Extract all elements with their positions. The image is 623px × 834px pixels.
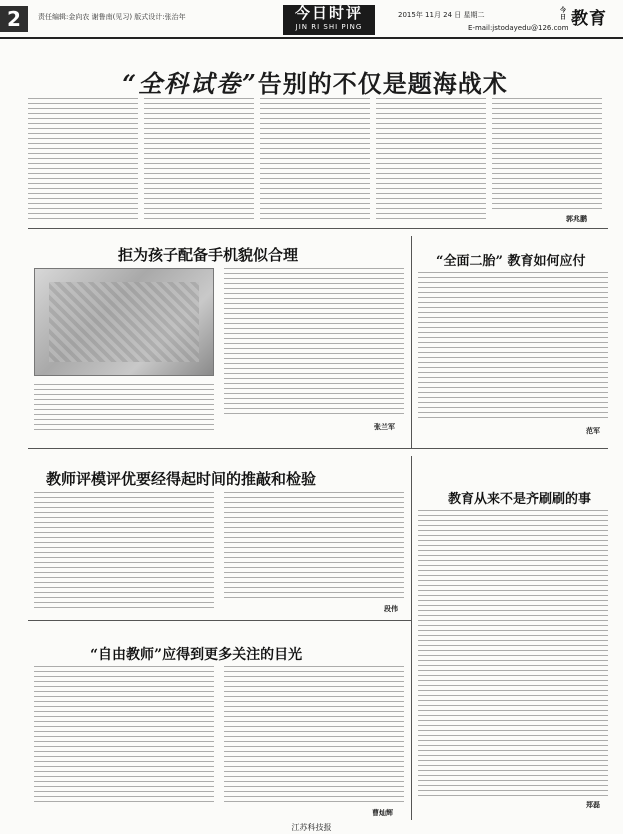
education-headline: 教育从来不是齐刷刷的事 [448, 492, 592, 507]
main-article-col-4 [376, 98, 486, 221]
parenting-byline: 张兰军 [374, 423, 395, 431]
main-article-col-1 [28, 98, 138, 221]
logo-small-text: 今日 [560, 7, 568, 21]
divider [411, 456, 412, 820]
main-headline-quote: “全科试卷” [122, 69, 258, 98]
main-headline [60, 64, 570, 99]
column-pinyin: JIN RI SHI PING [295, 23, 363, 31]
parenting-photo [34, 268, 214, 376]
main-article-col-3 [260, 98, 370, 221]
main-article-byline: 郭兆鹏 [566, 215, 587, 223]
page-number: 2 [0, 6, 28, 32]
second-child-headline: “全面二胎” 教育如何应付 [436, 254, 586, 269]
footer: 江苏科技报 [291, 823, 332, 832]
dateline: 2015年 11月 24 日 星期二 [398, 11, 485, 19]
logo-text: 教育 [571, 9, 607, 29]
second-child-byline: 范军 [586, 427, 600, 435]
freelance-col-1 [34, 666, 214, 806]
divider [411, 236, 412, 448]
main-headline-rest: 告别的不仅是题海战术 [257, 69, 508, 98]
parenting-col-2 [224, 268, 404, 418]
teacher-eval-byline: 段伟 [384, 605, 398, 613]
email: E-mail:jstodayedu@126.com [468, 24, 569, 32]
parenting-col-1 [34, 384, 214, 430]
freelance-col-2 [224, 666, 404, 806]
main-article-col-2 [144, 98, 254, 221]
parenting-headline: 拒为孩子配备手机貌似合理 [118, 246, 299, 264]
freelance-headline: “自由教师”应得到更多关注的目光 [90, 647, 303, 663]
education-byline: 郑磊 [586, 801, 600, 809]
divider [28, 620, 411, 621]
teacher-eval-col-2 [224, 492, 404, 602]
divider [28, 448, 608, 449]
teacher-eval-headline: 教师评模评优要经得起时间的推敲和检验 [46, 470, 317, 488]
freelance-byline: 曹灿辉 [372, 809, 393, 817]
editors-line: 责任编辑:金向农 谢鲁南(见习) 版式设计:张治年 [38, 13, 186, 21]
masthead-rule [0, 37, 623, 39]
teacher-eval-col-1 [34, 492, 214, 608]
divider [28, 228, 608, 229]
logo [560, 4, 620, 29]
main-article-col-5 [492, 98, 602, 210]
second-child-col [418, 272, 608, 422]
education-col [418, 510, 608, 796]
column-title: 今日时评 [294, 4, 363, 22]
column-title-box [283, 5, 375, 35]
